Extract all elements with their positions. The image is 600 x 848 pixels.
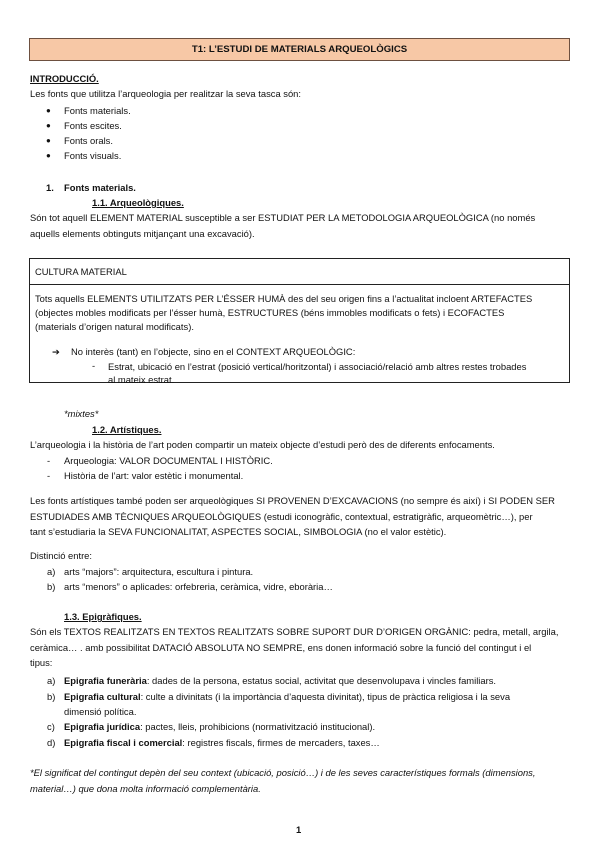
- item-label: a): [47, 566, 56, 577]
- list-item: Epigrafia cultural: culte a divinitats (i la importància d’aquesta divinitat), tipus de pràctica religiosa i la seva: [64, 691, 511, 702]
- list-item: Epigrafia funerària: dades de la persona, estatus social, activitat que desenvolupava i vincles familiars.: [64, 675, 496, 686]
- paragraph-line: Les fonts artístiques també poden ser arqueològiques SI PROVENEN D’EXCAVACIONS (no sempre és així) i SI PODEN SER: [30, 495, 555, 506]
- arrow-icon: ➔: [52, 346, 60, 357]
- bullet-icon: ●: [46, 121, 51, 130]
- list-item: Fonts escites.: [64, 120, 122, 131]
- list-item: Fonts orals.: [64, 135, 113, 146]
- box-dash-line: al mateix estrat.: [108, 374, 175, 385]
- page-number: 1: [296, 824, 302, 835]
- paragraph-line: ceràmica… . amb possibilitat DATACIÓ ABSOLUTA NO SEMPRE, ens donen informació sobre la funció del contingut i el: [30, 642, 532, 653]
- paragraph-line: Són els TEXTOS REALITZATS EN TEXTOS REALITZATS SOBRE SUPORT DUR D’ORIGEN ORGÀNIC: pedra, metall, argila,: [30, 626, 559, 637]
- box-paragraph-line: (materials d’origen natural modificats).: [35, 321, 194, 332]
- box-paragraph-line: (objectes mobles modificats per l’ésser humà, ESTRUCTURES (béns immobles modificats o fets) i ECOFACTES: [35, 307, 505, 318]
- list-item: Epigrafia jurídica: pactes, lleis, prohibicions (normativització institucional).: [64, 721, 376, 732]
- subsection-heading: 1.1. Arqueològiques.: [92, 197, 184, 208]
- box-paragraph-line: Tots aquells ELEMENTS UTILITZATS PER L’ÉSSER HUMÀ des del seu origen fins a l’actualitat incloent ARTEFACTES: [35, 293, 533, 304]
- subsection-heading: 1.3. Epigràfiques.: [64, 611, 142, 622]
- item-label: d): [47, 737, 56, 748]
- list-item: Epigrafia fiscal i comercial: registres fiscals, firmes de mercaders, taxes…: [64, 737, 380, 748]
- dash-marker: -: [47, 455, 51, 466]
- item-label: b): [47, 581, 56, 592]
- paragraph-line: tipus:: [30, 657, 53, 668]
- dash-marker: -: [92, 360, 96, 371]
- section-heading: Fonts materials.: [64, 182, 136, 193]
- item-label: b): [47, 691, 56, 702]
- intro-heading: INTRODUCCIÓ.: [30, 73, 99, 84]
- box-header: CULTURA MATERIAL: [35, 266, 127, 277]
- list-item: arts “menors” o aplicades: orfebreria, ceràmica, vidre, eborària…: [64, 581, 333, 592]
- box-arrow-text: No interès (tant) en l’objecte, sino en el CONTEXT ARQUEOLÒGIC:: [71, 346, 356, 357]
- distincio-label: Distinció entre:: [30, 550, 93, 561]
- box-dash-line: Estrat, ubicació en l’estrat (posició vertical/horitzontal) i associació/relació amb altres restes trobades: [108, 361, 527, 372]
- list-item: Fonts materials.: [64, 105, 131, 116]
- paragraph-line: Són tot aquell ELEMENT MATERIAL susceptible a ser ESTUDIAT PER LA METODOLOGIA ARQUEOLÒGICA (no només: [30, 212, 536, 223]
- dash-marker: -: [47, 470, 51, 481]
- document-title: T1: L’ESTUDI DE MATERIALS ARQUEOLÒGICS: [29, 38, 570, 61]
- paragraph-line: L’arqueologia i la història de l’art poden compartir un mateix objecte d’estudi però des de diferents enfocaments.: [30, 439, 495, 450]
- list-item: Història de l’art: valor estètic i monumental.: [64, 470, 244, 481]
- paragraph-line: ESTUDIADES AMB TÈCNIQUES ARQUEOLÒGIQUES (estudi iconogràfic, contextual, estratigràfic, arqueomètric…), per: [30, 511, 533, 522]
- mixtes-note: *mixtes*: [64, 408, 99, 419]
- footnote-line: material…) que dona molta informació complementària.: [30, 783, 261, 794]
- box-divider: [30, 284, 569, 285]
- paragraph-line: aquells elements obtinguts mitjançant una excavació).: [30, 228, 255, 239]
- list-item: arts “majors”: arquitectura, escultura i pintura.: [64, 566, 254, 577]
- bullet-icon: ●: [46, 151, 51, 160]
- paragraph-line: tant s’estudiaria la SEVA FUNCIONALITAT, ASPECTES SOCIAL, SIMBOLOGIA (no el valor estètic).: [30, 526, 447, 537]
- bullet-icon: ●: [46, 136, 51, 145]
- list-item: Arqueologia: VALOR DOCUMENTAL I HISTÒRIC.: [64, 455, 273, 466]
- list-item-continuation: dimensió política.: [64, 706, 137, 717]
- bullet-icon: ●: [46, 106, 51, 115]
- list-item: Fonts visuals.: [64, 150, 122, 161]
- subsection-heading: 1.2. Artístiques.: [92, 424, 162, 435]
- item-label: c): [47, 721, 55, 732]
- item-label: a): [47, 675, 56, 686]
- section-number: 1.: [46, 182, 54, 193]
- intro-text: Les fonts que utilitza l’arqueologia per realitzar la seva tasca són:: [30, 88, 301, 99]
- footnote-line: *El significat del contingut depèn del seu context (ubicació, posició…) i de les seves característiques formals (dimensions,: [30, 767, 536, 778]
